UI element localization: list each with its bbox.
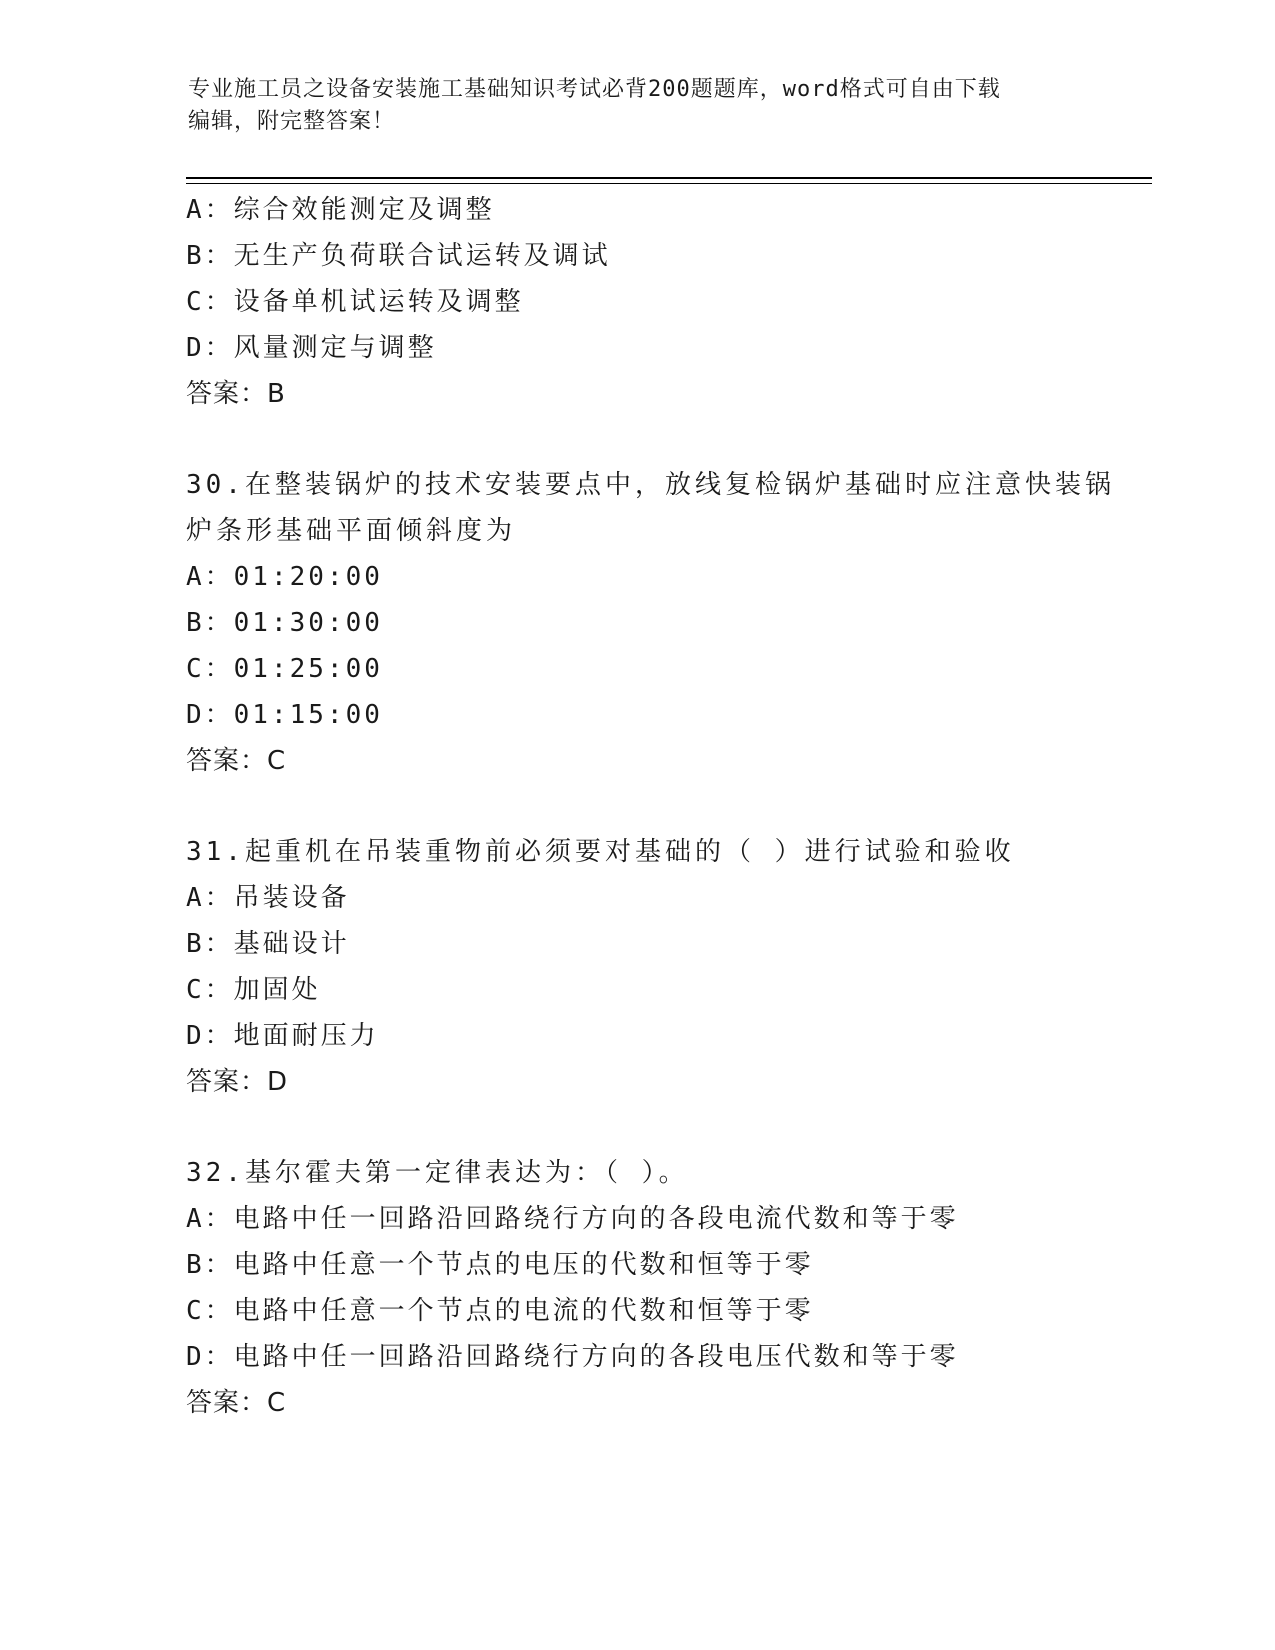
- question-content: [186, 187, 1146, 1426]
- option-a: A：电路中任一回路沿回路绕行方向的各段电流代数和等于零: [186, 1204, 959, 1234]
- answer-line: 答案：B: [186, 379, 286, 409]
- option-c: C：电路中任意一个节点的电流的代数和恒等于零: [186, 1296, 814, 1326]
- option-d: D：电路中任一回路沿回路绕行方向的各段电压代数和等于零: [186, 1342, 959, 1372]
- answer-line: 答案：C: [186, 746, 287, 776]
- spacer: [186, 784, 1146, 829]
- header-divider-thick: [186, 177, 1152, 179]
- question-stem: 30.在整装锅炉的技术安装要点中，放线复检锅炉基础时应注意快装锅: [186, 470, 1115, 500]
- option-a: A：01:20:00: [186, 562, 383, 592]
- option-c: C：01:25:00: [186, 654, 383, 684]
- spacer: [186, 417, 1146, 462]
- answer-line: 答案：D: [186, 1067, 289, 1097]
- option-b: B：无生产负荷联合试运转及调试: [186, 241, 611, 271]
- option-d: D：01:15:00: [186, 700, 383, 730]
- option-d: D：风量测定与调整: [186, 333, 437, 363]
- header-line-2: 编辑，附完整答案！: [188, 109, 396, 134]
- question-31: [186, 829, 1146, 1105]
- option-d: D：地面耐压力: [186, 1021, 379, 1051]
- header-divider-thin: [186, 183, 1152, 184]
- question-stem-continued: 炉条形基础平面倾斜度为: [186, 516, 517, 546]
- question-stem: 31.起重机在吊装重物前必须要对基础的（ ）进行试验和验收: [186, 837, 1015, 867]
- question-32: [186, 1150, 1146, 1426]
- answer-line: 答案：C: [186, 1388, 287, 1418]
- option-b: B：01:30:00: [186, 608, 383, 638]
- header-line-1: 专业施工员之设备安装施工基础知识考试必背200题题库，word格式可自由下载: [188, 77, 1001, 102]
- option-a: A：综合效能测定及调整: [186, 195, 495, 225]
- option-c: C：加固处: [186, 975, 321, 1005]
- option-c: C：设备单机试运转及调整: [186, 287, 524, 317]
- question-29: [186, 187, 1146, 417]
- option-b: B：基础设计: [186, 929, 350, 959]
- question-stem: 32.基尔霍夫第一定律表达为：（ ）。: [186, 1158, 689, 1188]
- document-header: [188, 74, 1088, 138]
- spacer: [186, 1105, 1146, 1150]
- question-30: [186, 462, 1146, 784]
- option-b: B：电路中任意一个节点的电压的代数和恒等于零: [186, 1250, 814, 1280]
- option-a: A：吊装设备: [186, 883, 350, 913]
